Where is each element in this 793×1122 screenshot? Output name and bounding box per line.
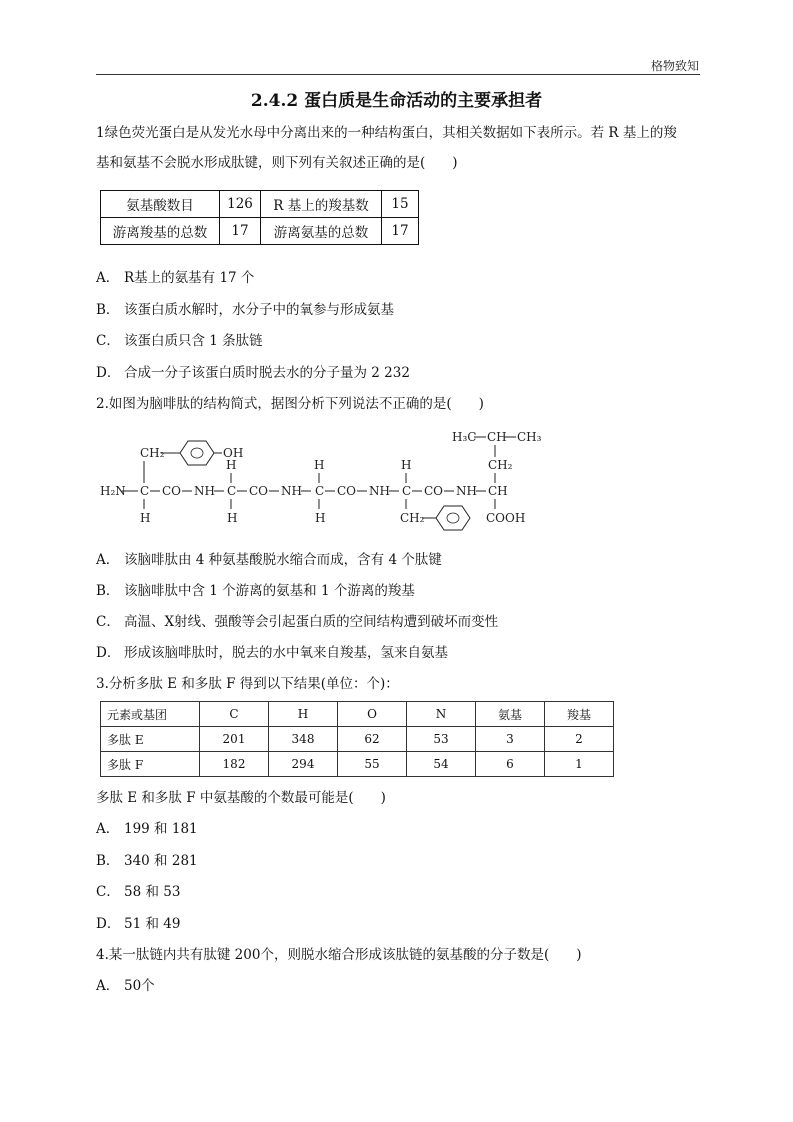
- table-row: [101, 727, 614, 752]
- q2-stem: 2.如图为脑啡肽的结构简式，据图分析下列说法不正确的是( ): [96, 396, 484, 412]
- table-cell: 3: [476, 727, 545, 752]
- option-letter: C．: [96, 614, 120, 630]
- q3-option-b[interactable]: [96, 851, 198, 871]
- table-cell: 游离氨基的总数: [261, 218, 382, 245]
- table-cell: 62: [338, 727, 407, 752]
- option-text: 高温、X射线、强酸等会引起蛋白质的空间结构遭到破坏而变性: [124, 614, 499, 630]
- option-letter: A．: [96, 821, 120, 837]
- structure-label: COOH: [486, 511, 526, 525]
- option-letter: D．: [96, 645, 121, 661]
- q3-option-d[interactable]: [96, 914, 180, 934]
- q2-option-d[interactable]: [96, 643, 448, 663]
- structure-label: C: [227, 484, 237, 498]
- table-cell: 201: [200, 727, 269, 752]
- table-cell: R 基上的羧基数: [261, 191, 382, 218]
- benzene-ring-inner: [447, 513, 459, 523]
- q3-option-c[interactable]: [96, 882, 180, 902]
- table-header-cell: 氨基: [476, 702, 545, 727]
- structure-label: CH₃: [517, 430, 542, 444]
- option-text: 该脑啡肽中含 1 个游离的氨基和 1 个游离的羧基: [124, 583, 415, 599]
- table-cell: 17: [382, 218, 419, 245]
- option-letter: D．: [96, 916, 121, 932]
- q1-option-a[interactable]: [96, 268, 254, 288]
- structure-label: C: [140, 484, 150, 498]
- q1-option-b[interactable]: [96, 300, 394, 320]
- table-row: [101, 752, 614, 777]
- table-header-cell: H: [269, 702, 338, 727]
- header-divider: [96, 74, 700, 75]
- option-text: 58 和 53: [124, 884, 181, 900]
- structure-label: H: [315, 511, 326, 525]
- option-letter: C．: [96, 884, 120, 900]
- table-cell: 6: [476, 752, 545, 777]
- structure-label: NH: [194, 484, 215, 498]
- option-letter: B．: [96, 302, 120, 318]
- q2-option-a[interactable]: [96, 550, 442, 570]
- table-cell: 游离羧基的总数: [101, 218, 220, 245]
- structure-label: H: [227, 511, 238, 525]
- structure-label: CH₂: [488, 458, 513, 472]
- q1-option-d[interactable]: [96, 363, 410, 383]
- table-cell: 294: [269, 752, 338, 777]
- option-text: 该脑啡肽由 4 种氨基酸脱水缩合而成，含有 4 个肽键: [124, 552, 442, 568]
- benzene-ring-inner: [191, 448, 203, 458]
- table-header-cell: 元素或基团: [101, 702, 200, 727]
- table-cell: 15: [382, 191, 419, 218]
- option-text: 340 和 281: [124, 853, 198, 869]
- q3-data-table: [100, 701, 614, 777]
- option-text: 形成该脑啡肽时，脱去的水中氧来自羧基，氢来自氨基: [124, 645, 448, 661]
- option-text: 该蛋白质水解时，水分子中的氧参与形成氨基: [124, 302, 394, 318]
- q1-stem-line2: 基和氨基不会脱水形成肽键，则下列有关叙述正确的是( ): [96, 155, 458, 171]
- table-header-cell: N: [407, 702, 476, 727]
- structure-label: NH: [456, 484, 477, 498]
- q3-stem: 3.分析多肽 E 和多肽 F 得到以下结果(单位：个)：: [96, 676, 399, 692]
- q3-question: 多肽 E 和多肽 F 中氨基酸的个数最可能是( ): [96, 790, 386, 806]
- option-text: 合成一分子该蛋白质时脱去水的分子量为 2 232: [124, 365, 410, 381]
- option-text: R基上的氨基有 17 个: [124, 270, 255, 286]
- q1-option-c[interactable]: [96, 331, 263, 351]
- option-letter: B．: [96, 853, 120, 869]
- q2-option-b[interactable]: [96, 581, 415, 601]
- q2-option-c[interactable]: [96, 612, 498, 632]
- structure-label: CO: [162, 484, 182, 498]
- structure-label: C: [402, 484, 412, 498]
- q1-stem: [96, 118, 704, 178]
- option-text: 199 和 181: [124, 821, 198, 837]
- table-cell: 1: [545, 752, 614, 777]
- table-cell: 2: [545, 727, 614, 752]
- header-brand: 格物致知: [650, 59, 699, 73]
- structure-label: H₂N: [100, 484, 126, 498]
- table-row: [101, 191, 419, 218]
- table-cell: 氨基酸数目: [101, 191, 220, 218]
- structure-label: CH₂: [140, 446, 165, 460]
- table-cell: 126: [220, 191, 261, 218]
- option-text: 51 和 49: [124, 916, 181, 932]
- q4-stem: 4.某一肽链内共有肽键 200个，则脱水缩合形成该肽链的氨基酸的分子数是( ): [96, 947, 582, 963]
- structure-label: NH: [281, 484, 302, 498]
- structure-label: H: [401, 458, 412, 472]
- structure-label: CO: [424, 484, 444, 498]
- option-letter: A．: [96, 978, 120, 994]
- table-header-cell: C: [200, 702, 269, 727]
- option-text: 50个: [124, 978, 155, 994]
- structure-label: OH: [223, 446, 244, 460]
- option-letter: D．: [96, 365, 121, 381]
- table-cell: 348: [269, 727, 338, 752]
- benzene-ring-icon: [180, 441, 214, 465]
- structure-label: CO: [337, 484, 357, 498]
- structure-label: H: [314, 458, 325, 472]
- structure-label: H: [226, 458, 237, 472]
- table-cell: 17: [220, 218, 261, 245]
- table-row: [101, 218, 419, 245]
- benzene-ring-icon: [436, 506, 470, 530]
- page-title: 2.4.2 蛋白质是生命活动的主要承担者: [250, 91, 543, 111]
- structure-label: CO: [249, 484, 269, 498]
- q1-stem-line1: 1绿色荧光蛋白是从发光水母中分离出来的一种结构蛋白，其相关数据如下表所示。若 R 基上的羧: [96, 125, 677, 141]
- structure-label: C: [315, 484, 325, 498]
- table-header-cell: 羧基: [545, 702, 614, 727]
- structure-label: CH: [488, 484, 508, 498]
- option-letter: A．: [96, 270, 120, 286]
- option-text: 该蛋白质只含 1 条肽链: [124, 333, 263, 349]
- table-header-row: [101, 702, 614, 727]
- structure-label: NH: [369, 484, 390, 498]
- table-cell: 55: [338, 752, 407, 777]
- q1-data-table: [100, 190, 419, 245]
- table-cell: 182: [200, 752, 269, 777]
- structure-label: CH: [487, 430, 507, 444]
- table-cell: 多肽 F: [101, 752, 200, 777]
- table-cell: 54: [407, 752, 476, 777]
- structure-label: H₃C: [452, 430, 477, 444]
- q3-option-a[interactable]: [96, 819, 198, 839]
- option-letter: A．: [96, 552, 120, 568]
- q4-option-a[interactable]: [96, 976, 155, 996]
- enkephalin-structure-diagram: [96, 425, 566, 535]
- structure-label: CH₂: [400, 511, 425, 525]
- table-header-cell: O: [338, 702, 407, 727]
- option-letter: B．: [96, 583, 120, 599]
- table-cell: 53: [407, 727, 476, 752]
- option-letter: C．: [96, 333, 120, 349]
- table-cell: 多肽 E: [101, 727, 200, 752]
- structure-label: H: [140, 511, 151, 525]
